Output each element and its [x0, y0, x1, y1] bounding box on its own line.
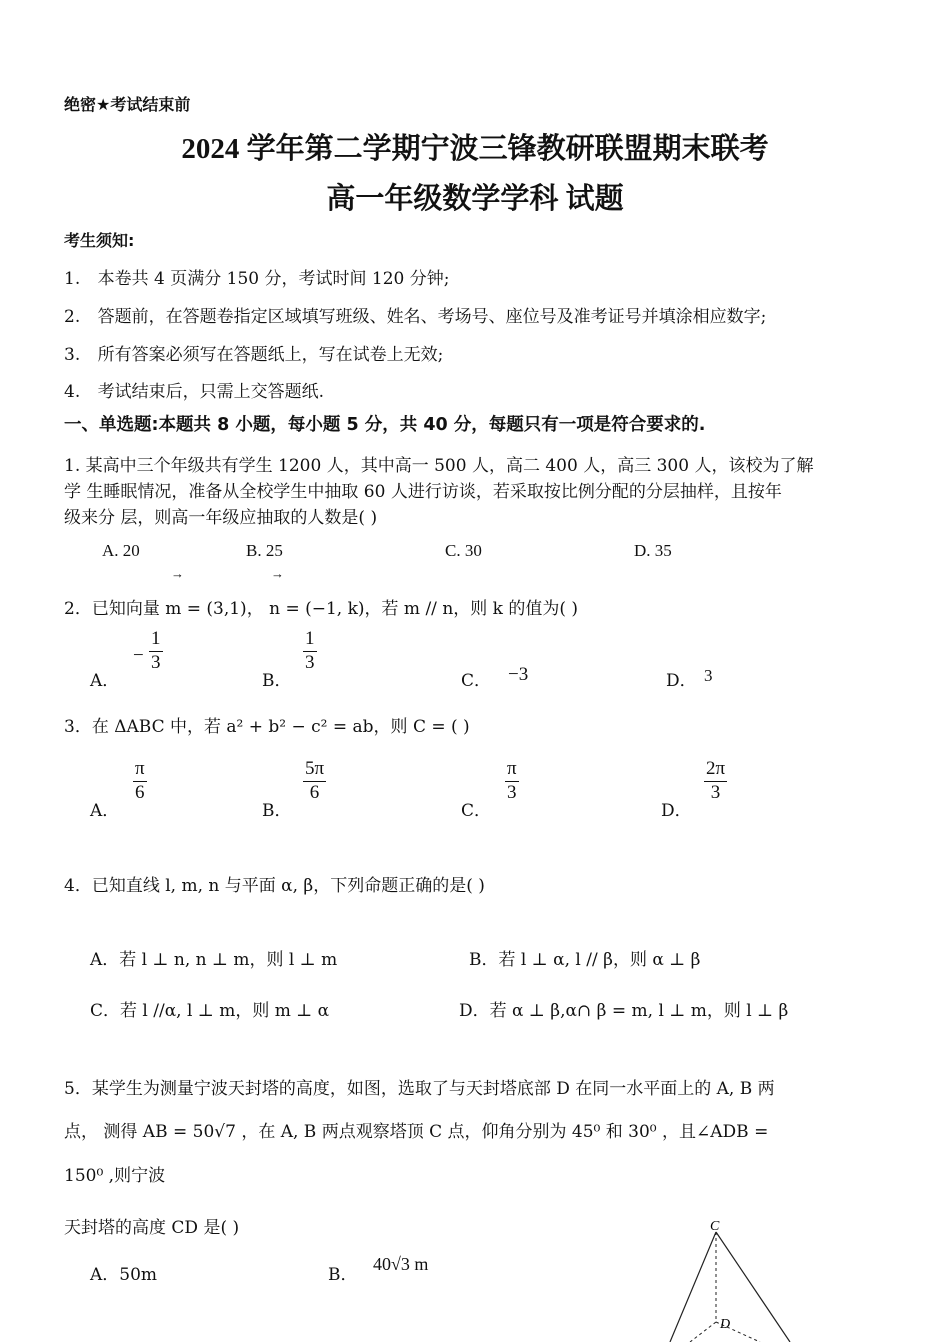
q2-option-d-label: D． — [666, 671, 697, 691]
q1-option-b: B. 25 — [246, 541, 283, 560]
q3-option-a-label: A． — [90, 801, 120, 821]
q3-option-b-fraction — [303, 758, 326, 805]
notice-heading: 考生须知: — [64, 231, 135, 250]
q4-option-b: B．若 l ⊥ α, l // β，则 α ⊥ β — [469, 950, 701, 970]
q3-text: 3．在 ΔABC 中，若 a² + b² − c² = ab，则 C = ( ) — [64, 717, 470, 737]
q2-option-a-sign: − — [133, 645, 144, 666]
q3-option-a-fraction — [133, 758, 147, 805]
label-c: C — [710, 1219, 720, 1234]
fraction-denominator: 3 — [151, 651, 161, 673]
edge-da — [690, 1322, 716, 1342]
tower-figure — [660, 1218, 820, 1342]
q2-option-d-value: 3 — [704, 666, 713, 685]
notice-item-text: 答题前，在答题卷指定区域填写班级、姓名、考场号、座位号及准考证号并填涂相应数字; — [97, 307, 767, 327]
vector-arrow-m: → — [171, 566, 184, 581]
notice-item-num: 2. — [64, 307, 81, 327]
q2-option-a-fraction — [149, 628, 163, 675]
q1-line-2: 学 生睡眠情况，准备从全校学生中抽取 60 人进行访谈，若采取按比例分配的分层抽样，且按年 — [64, 482, 782, 502]
q3-option-d-label: D． — [661, 801, 692, 821]
q4-option-d: D．若 α ⊥ β,α∩ β = m, l ⊥ m，则 l ⊥ β — [459, 1001, 789, 1021]
fraction-numerator: 5π — [303, 758, 326, 782]
fraction-denominator: 6 — [135, 781, 145, 803]
q4-text: 4．已知直线 l, m, n 与平面 α, β，下列命题正确的是( ) — [64, 876, 485, 896]
fraction-denominator: 3 — [710, 781, 721, 803]
fraction-denominator: 3 — [507, 781, 517, 803]
q2-option-b-fraction — [303, 628, 317, 675]
vector-arrow-n: → — [271, 566, 284, 581]
q5-line-2: 点， 测得 AB = 50√7 ，在 A, B 两点观察塔顶 C 点，仰角分别为 45⁰ 和 30⁰ ，且∠ADB = — [64, 1122, 769, 1142]
q5-line-4: 天封塔的高度 CD 是( ) — [64, 1218, 240, 1238]
fraction-denominator: 3 — [305, 651, 315, 673]
edge-ca — [670, 1232, 716, 1342]
notice-item-text: 所有答案必须写在答题纸上，写在试卷上无效; — [97, 345, 444, 365]
fraction-numerator: 1 — [303, 628, 317, 652]
section-heading: 一、单选题:本题共 8 小题，每小题 5 分，共 40 分，每题只有一项是符合要求的. — [64, 415, 706, 435]
notice-item-3 — [64, 340, 443, 365]
fraction-denominator: 6 — [309, 781, 320, 803]
q5-option-a: A．50m — [90, 1265, 158, 1285]
q5-line-3: 150⁰ ,则宁波 — [64, 1166, 166, 1186]
q2-option-c-value: −3 — [508, 664, 529, 685]
q2-text: 2．已知向量 m = (3,1)， n = (−1, k)，若 m // n，则 k 的值为( ) — [64, 599, 579, 619]
q3-option-c-fraction — [505, 758, 519, 805]
q4-option-c: C．若 l //α, l ⊥ m，则 m ⊥ α — [90, 1001, 330, 1021]
q1-line-3: 级来分 层，则高一年级应抽取的人数是( ) — [64, 508, 378, 528]
secret-mark: 绝密★考试结束前 — [64, 95, 191, 114]
q2-option-b-label: B． — [262, 671, 292, 691]
q5-option-b-label: B． — [328, 1265, 358, 1285]
notice-item-4 — [64, 377, 324, 402]
fraction-numerator: 1 — [149, 628, 163, 652]
q1-option-a: A. 20 — [102, 541, 140, 560]
notice-item-1 — [64, 264, 450, 289]
notice-item-text: 本卷共 4 页满分 150 分，考试时间 120 分钟; — [97, 269, 450, 289]
fraction-numerator: 2π — [704, 758, 727, 782]
q2-option-a-label: A． — [90, 671, 120, 691]
exam-title: 2024 学年第二学期宁波三锋教研联盟期末联考 — [181, 133, 769, 165]
q3-option-b-label: B． — [262, 801, 292, 821]
fraction-numerator: π — [505, 758, 519, 782]
exam-subtitle: 高一年级数学学科 试题 — [326, 183, 624, 215]
notice-item-text: 考试结束后，只需上交答题纸. — [97, 382, 325, 402]
q1-line-1: 1. 某高中三个年级共有学生 1200 人，其中高一 500 人，高二 400 人，高三 300 人，该校为了解 — [64, 456, 814, 476]
q1-option-d: D. 35 — [634, 541, 672, 560]
notice-item-num: 4. — [64, 382, 81, 402]
fraction-numerator: π — [133, 758, 147, 782]
label-d: D — [720, 1317, 731, 1332]
q1-option-c: C. 30 — [445, 541, 482, 560]
q5-line-1: 5．某学生为测量宁波天封塔的高度，如图，选取了与天封塔底部 D 在同一水平面上的 A, B 两 — [64, 1079, 775, 1099]
q2-option-c-label: C． — [461, 671, 492, 691]
notice-item-num: 3. — [64, 345, 81, 365]
q4-option-a: A．若 l ⊥ n, n ⊥ m，则 l ⊥ m — [90, 950, 338, 970]
q3-option-c-label: C． — [461, 801, 492, 821]
q5-option-b-value: 40√3 m — [373, 1254, 429, 1274]
notice-item-num: 1. — [64, 269, 81, 289]
q3-option-d-fraction — [704, 758, 727, 805]
notice-item-2 — [64, 302, 766, 327]
